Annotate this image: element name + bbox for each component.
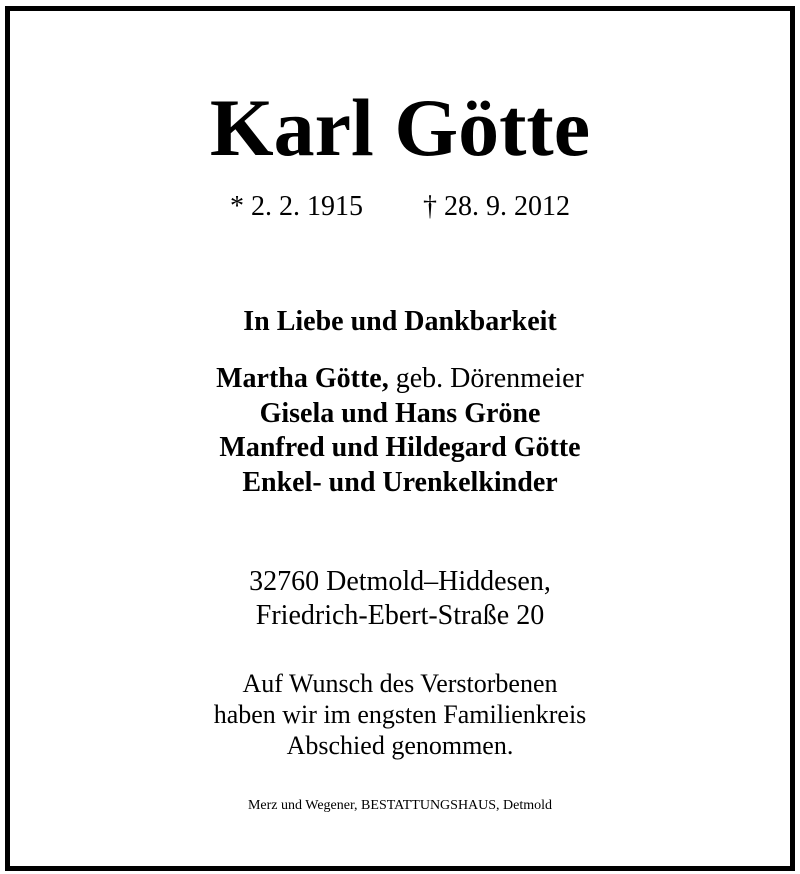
birth-date: * 2. 2. 1915 [230, 191, 363, 222]
dedication-line: In Liebe und Dankbarkeit [243, 306, 557, 337]
note-line: haben wir im engsten Familienkreis [213, 700, 587, 729]
mourner-line: Enkel- und Urenkelkinder [242, 466, 558, 498]
mourner-line: Gisela und Hans Gröne [259, 397, 541, 429]
mourner-name: Martha Götte, [216, 363, 389, 394]
address-block [0, 565, 800, 633]
address-street: Friedrich-Ebert-Straße 20 [255, 600, 545, 631]
address-city: 32760 Detmold–Hiddesen, [249, 566, 551, 597]
note-line: Abschied genommen. [286, 731, 514, 760]
note-line: Auf Wunsch des Verstorbenen [242, 669, 558, 698]
mourners-list [0, 362, 800, 500]
death-date: † 28. 9. 2012 [423, 191, 570, 222]
maiden-name: geb. Dörenmeier [388, 363, 584, 394]
funeral-home-credit: Merz und Wegener, BESTATTUNGSHAUS, Detmold [247, 798, 553, 813]
life-dates [0, 190, 800, 224]
mourner-line: Manfred und Hildegard Götte [219, 432, 581, 463]
deceased-name: Karl Götte [209, 82, 591, 173]
mourner-line [0, 362, 800, 397]
farewell-note [0, 668, 800, 761]
